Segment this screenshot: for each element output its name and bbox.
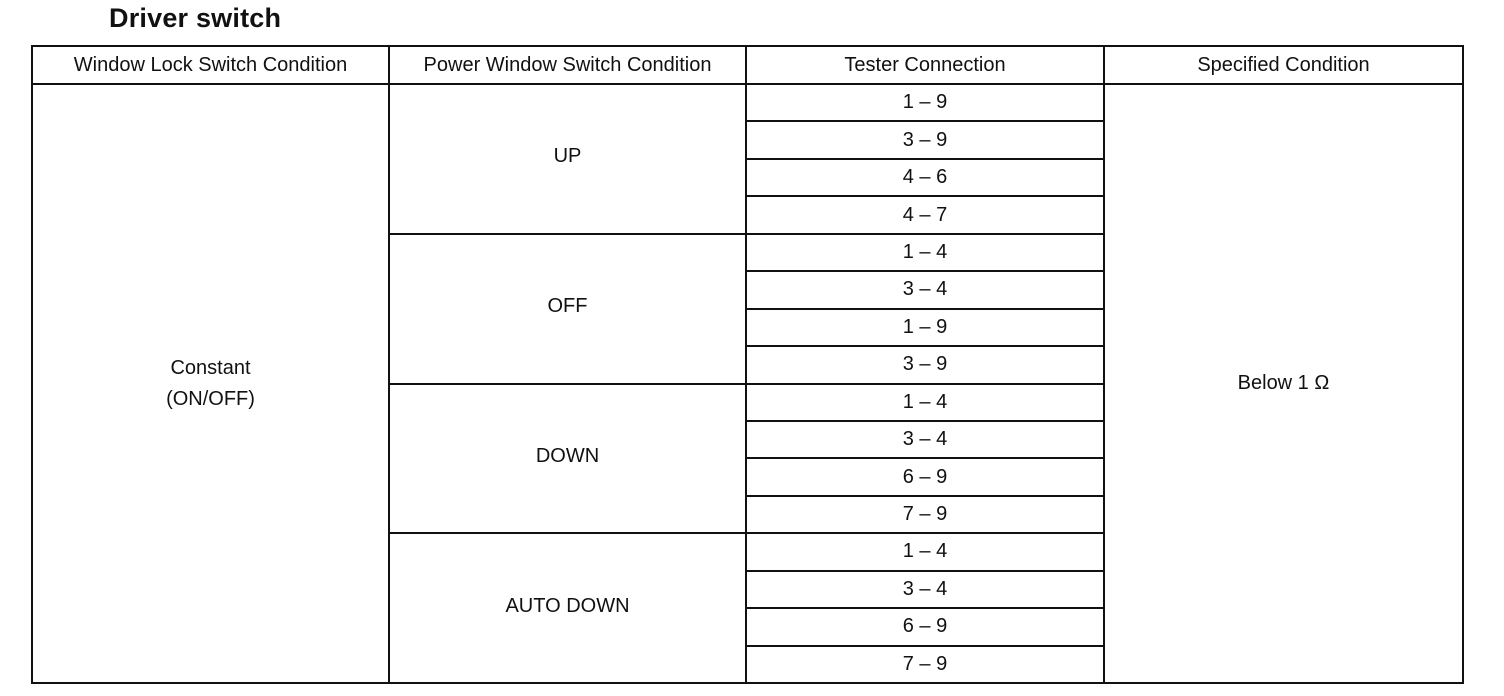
mode-cell-up bbox=[389, 84, 746, 234]
driver-switch-table bbox=[31, 45, 1464, 684]
tester-connection: 4 – 6 bbox=[746, 159, 1104, 196]
mode-label: UP bbox=[553, 145, 582, 168]
tester-connection: 3 – 4 bbox=[746, 271, 1104, 308]
tester-connection: 4 – 7 bbox=[746, 196, 1104, 233]
tester-connection: 1 – 4 bbox=[746, 234, 1104, 271]
lock-condition-cell bbox=[32, 84, 389, 683]
tester-connection: 1 – 4 bbox=[746, 384, 1104, 421]
tester-connection: 1 – 9 bbox=[746, 309, 1104, 346]
header-window-lock-switch-condition: Window Lock Switch Condition bbox=[32, 46, 389, 84]
tester-connection: 7 – 9 bbox=[746, 496, 1104, 533]
tester-connection: 3 – 9 bbox=[746, 121, 1104, 158]
tester-connection: 3 – 9 bbox=[746, 346, 1104, 383]
page-title: Driver switch bbox=[109, 3, 282, 33]
mode-label: DOWN bbox=[535, 444, 600, 467]
tester-connection: 1 – 9 bbox=[746, 84, 1104, 121]
tester-connection: 7 – 9 bbox=[746, 646, 1104, 683]
tester-connection: 3 – 4 bbox=[746, 571, 1104, 608]
tester-connection: 6 – 9 bbox=[746, 608, 1104, 645]
table-row bbox=[32, 84, 1463, 121]
tester-connection: 6 – 9 bbox=[746, 458, 1104, 495]
lock-condition-line1: Constant bbox=[170, 356, 251, 379]
header-tester-connection: Tester Connection bbox=[746, 46, 1104, 84]
header-specified-condition: Specified Condition bbox=[1104, 46, 1463, 84]
header-power-window-switch-condition: Power Window Switch Condition bbox=[389, 46, 746, 84]
lock-condition-line2: (ON/OFF) bbox=[166, 387, 255, 410]
header-row bbox=[32, 46, 1463, 84]
mode-cell-down bbox=[389, 384, 746, 534]
tester-connection: 1 – 4 bbox=[746, 533, 1104, 570]
tester-connection: 3 – 4 bbox=[746, 421, 1104, 458]
mode-cell-off bbox=[389, 234, 746, 384]
mode-label: OFF bbox=[547, 295, 588, 318]
specified-condition-cell: Below 1 Ω bbox=[1104, 84, 1463, 683]
mode-cell-auto-down bbox=[389, 533, 746, 683]
mode-label: AUTO DOWN bbox=[505, 594, 630, 617]
